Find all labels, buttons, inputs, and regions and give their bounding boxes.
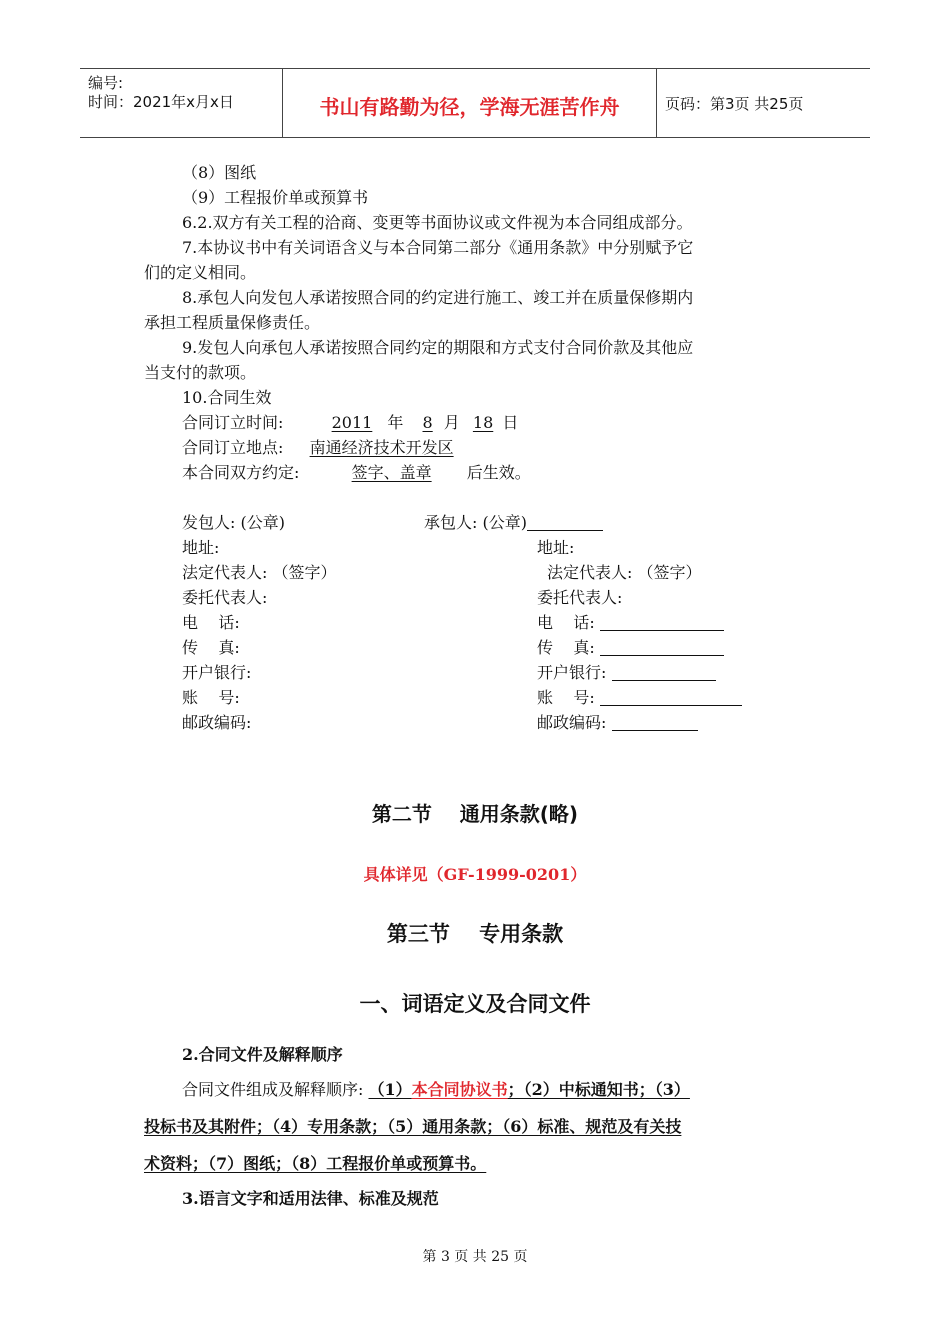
contractor-postcode: 邮政编码:: [537, 713, 607, 732]
page-header: [80, 68, 870, 138]
clause-6-2: 6.2.双方有关工程的洽商、变更等书面协议或文件视为本合同组成部分。: [182, 213, 693, 232]
employer-legal-rep: 法定代表人: （签字）: [182, 563, 337, 582]
header-motto: 书山有路勤为径，学海无涯苦作舟: [319, 95, 620, 119]
effective-date-label: 合同订立时间:: [182, 413, 284, 432]
section2-title: 第二节 通用条款(略): [371, 802, 579, 826]
section3-title: 第三节 专用条款: [386, 922, 564, 946]
effective-agree-suffix: 后生效。: [466, 463, 531, 482]
header-motto-cell: [283, 69, 657, 137]
employer-postcode: 邮政编码:: [182, 713, 252, 732]
contractor-phone: 电 话:: [537, 613, 595, 632]
effective-year: 2011: [331, 413, 373, 432]
order-label: 合同文件组成及解释顺序:: [182, 1080, 369, 1099]
order-item1-text: 本合同协议书: [411, 1080, 508, 1099]
contractor-postcode-line: [612, 714, 698, 731]
contractor-phone-line: [600, 614, 724, 631]
effective-agree-label: 本合同双方约定:: [182, 463, 300, 482]
order-line2: 投标书及其附件；（4）专用条款；（5）通用条款；（6）标准、规范及有关技: [144, 1117, 682, 1136]
contractor-fax-row: [537, 635, 724, 658]
section2-note: 具体详见（GF-1999-0201）: [363, 865, 587, 884]
order-line1: [182, 1077, 690, 1100]
employer-account: 账 号:: [182, 688, 240, 707]
clause-3-heading: 3.语言文字和适用法律、标准及规范: [182, 1189, 439, 1208]
contractor-account: 账 号:: [537, 688, 595, 707]
effective-place-label: 合同订立地点:: [182, 438, 284, 457]
effective-date-row: [182, 410, 518, 433]
header-page-info: 页码：第3页 共25页: [665, 95, 804, 113]
effective-agree-row: [182, 460, 531, 483]
time-label: 时间：2021年x月x日: [88, 93, 234, 111]
header-meta-cell: [80, 69, 283, 137]
contractor-party: 承包人: (公章): [424, 513, 527, 532]
clause-8-line2: 承担工程质量保修责任。: [144, 313, 321, 332]
clause-7-line1: 7.本协议书中有关词语含义与本合同第二部分《通用条款》中分别赋予它: [182, 238, 694, 257]
order-item1-rest: ；（2）中标通知书；（3）: [507, 1080, 690, 1099]
contractor-phone-row: [537, 610, 724, 633]
contractor-account-line: [600, 689, 742, 706]
effective-day: 18: [472, 413, 494, 432]
page-footer: 第 3 页 共 25 页: [422, 1249, 528, 1265]
effective-year-unit: 年: [387, 413, 404, 432]
clause-10-title: 10.合同生效: [182, 388, 272, 407]
employer-address: 地址:: [182, 538, 220, 557]
employer-agent: 委托代表人:: [182, 588, 268, 607]
contractor-legal-rep: 法定代表人: （签字）: [547, 563, 702, 582]
clause-9-line1: 9.发包人向承包人承诺按照合同约定的期限和方式支付合同价款及其他应: [182, 338, 694, 357]
contractor-agent: 委托代表人:: [537, 588, 623, 607]
clause-9-line2: 当支付的款项。: [144, 363, 257, 382]
effective-day-unit: 日: [502, 413, 519, 432]
item-8-drawings: （8）图纸: [182, 163, 257, 182]
contractor-bank-row: [537, 660, 716, 683]
contractor-fax-line: [600, 639, 724, 656]
section3-subtitle: 一、词语定义及合同文件: [359, 992, 591, 1016]
item-9-quotation: （9）工程报价单或预算书: [182, 188, 369, 207]
order-line3: 术资料；（7）图纸；（8）工程报价单或预算书。: [144, 1154, 487, 1173]
contractor-address: 地址:: [537, 538, 575, 557]
employer-party: 发包人: (公章): [182, 513, 285, 532]
employer-bank: 开户银行:: [182, 663, 252, 682]
clause-8-line1: 8.承包人向发包人承诺按照合同的约定进行施工、竣工并在质量保修期内: [182, 288, 694, 307]
contractor-fax: 传 真:: [537, 638, 595, 657]
effective-place: 南通经济技术开发区: [309, 438, 454, 457]
contractor-party-row: [424, 510, 603, 533]
number-label: 编号:: [88, 74, 124, 92]
effective-place-row: [182, 435, 468, 458]
contractor-postcode-row: [537, 710, 698, 733]
contractor-party-line: [527, 514, 603, 531]
effective-month: 8: [422, 413, 433, 432]
header-page-cell: [657, 69, 870, 137]
effective-month-unit: 月: [443, 413, 460, 432]
contractor-bank: 开户银行:: [537, 663, 607, 682]
order-item1-prefix: （1）: [368, 1080, 412, 1099]
employer-phone: 电 话:: [182, 613, 240, 632]
employer-fax: 传 真:: [182, 638, 240, 657]
contractor-bank-line: [612, 664, 716, 681]
clause-2-heading: 2.合同文件及解释顺序: [182, 1045, 343, 1064]
contractor-account-row: [537, 685, 742, 708]
effective-agree-value: 签字、盖章: [351, 463, 432, 482]
clause-7-line2: 们的定义相同。: [144, 263, 257, 282]
